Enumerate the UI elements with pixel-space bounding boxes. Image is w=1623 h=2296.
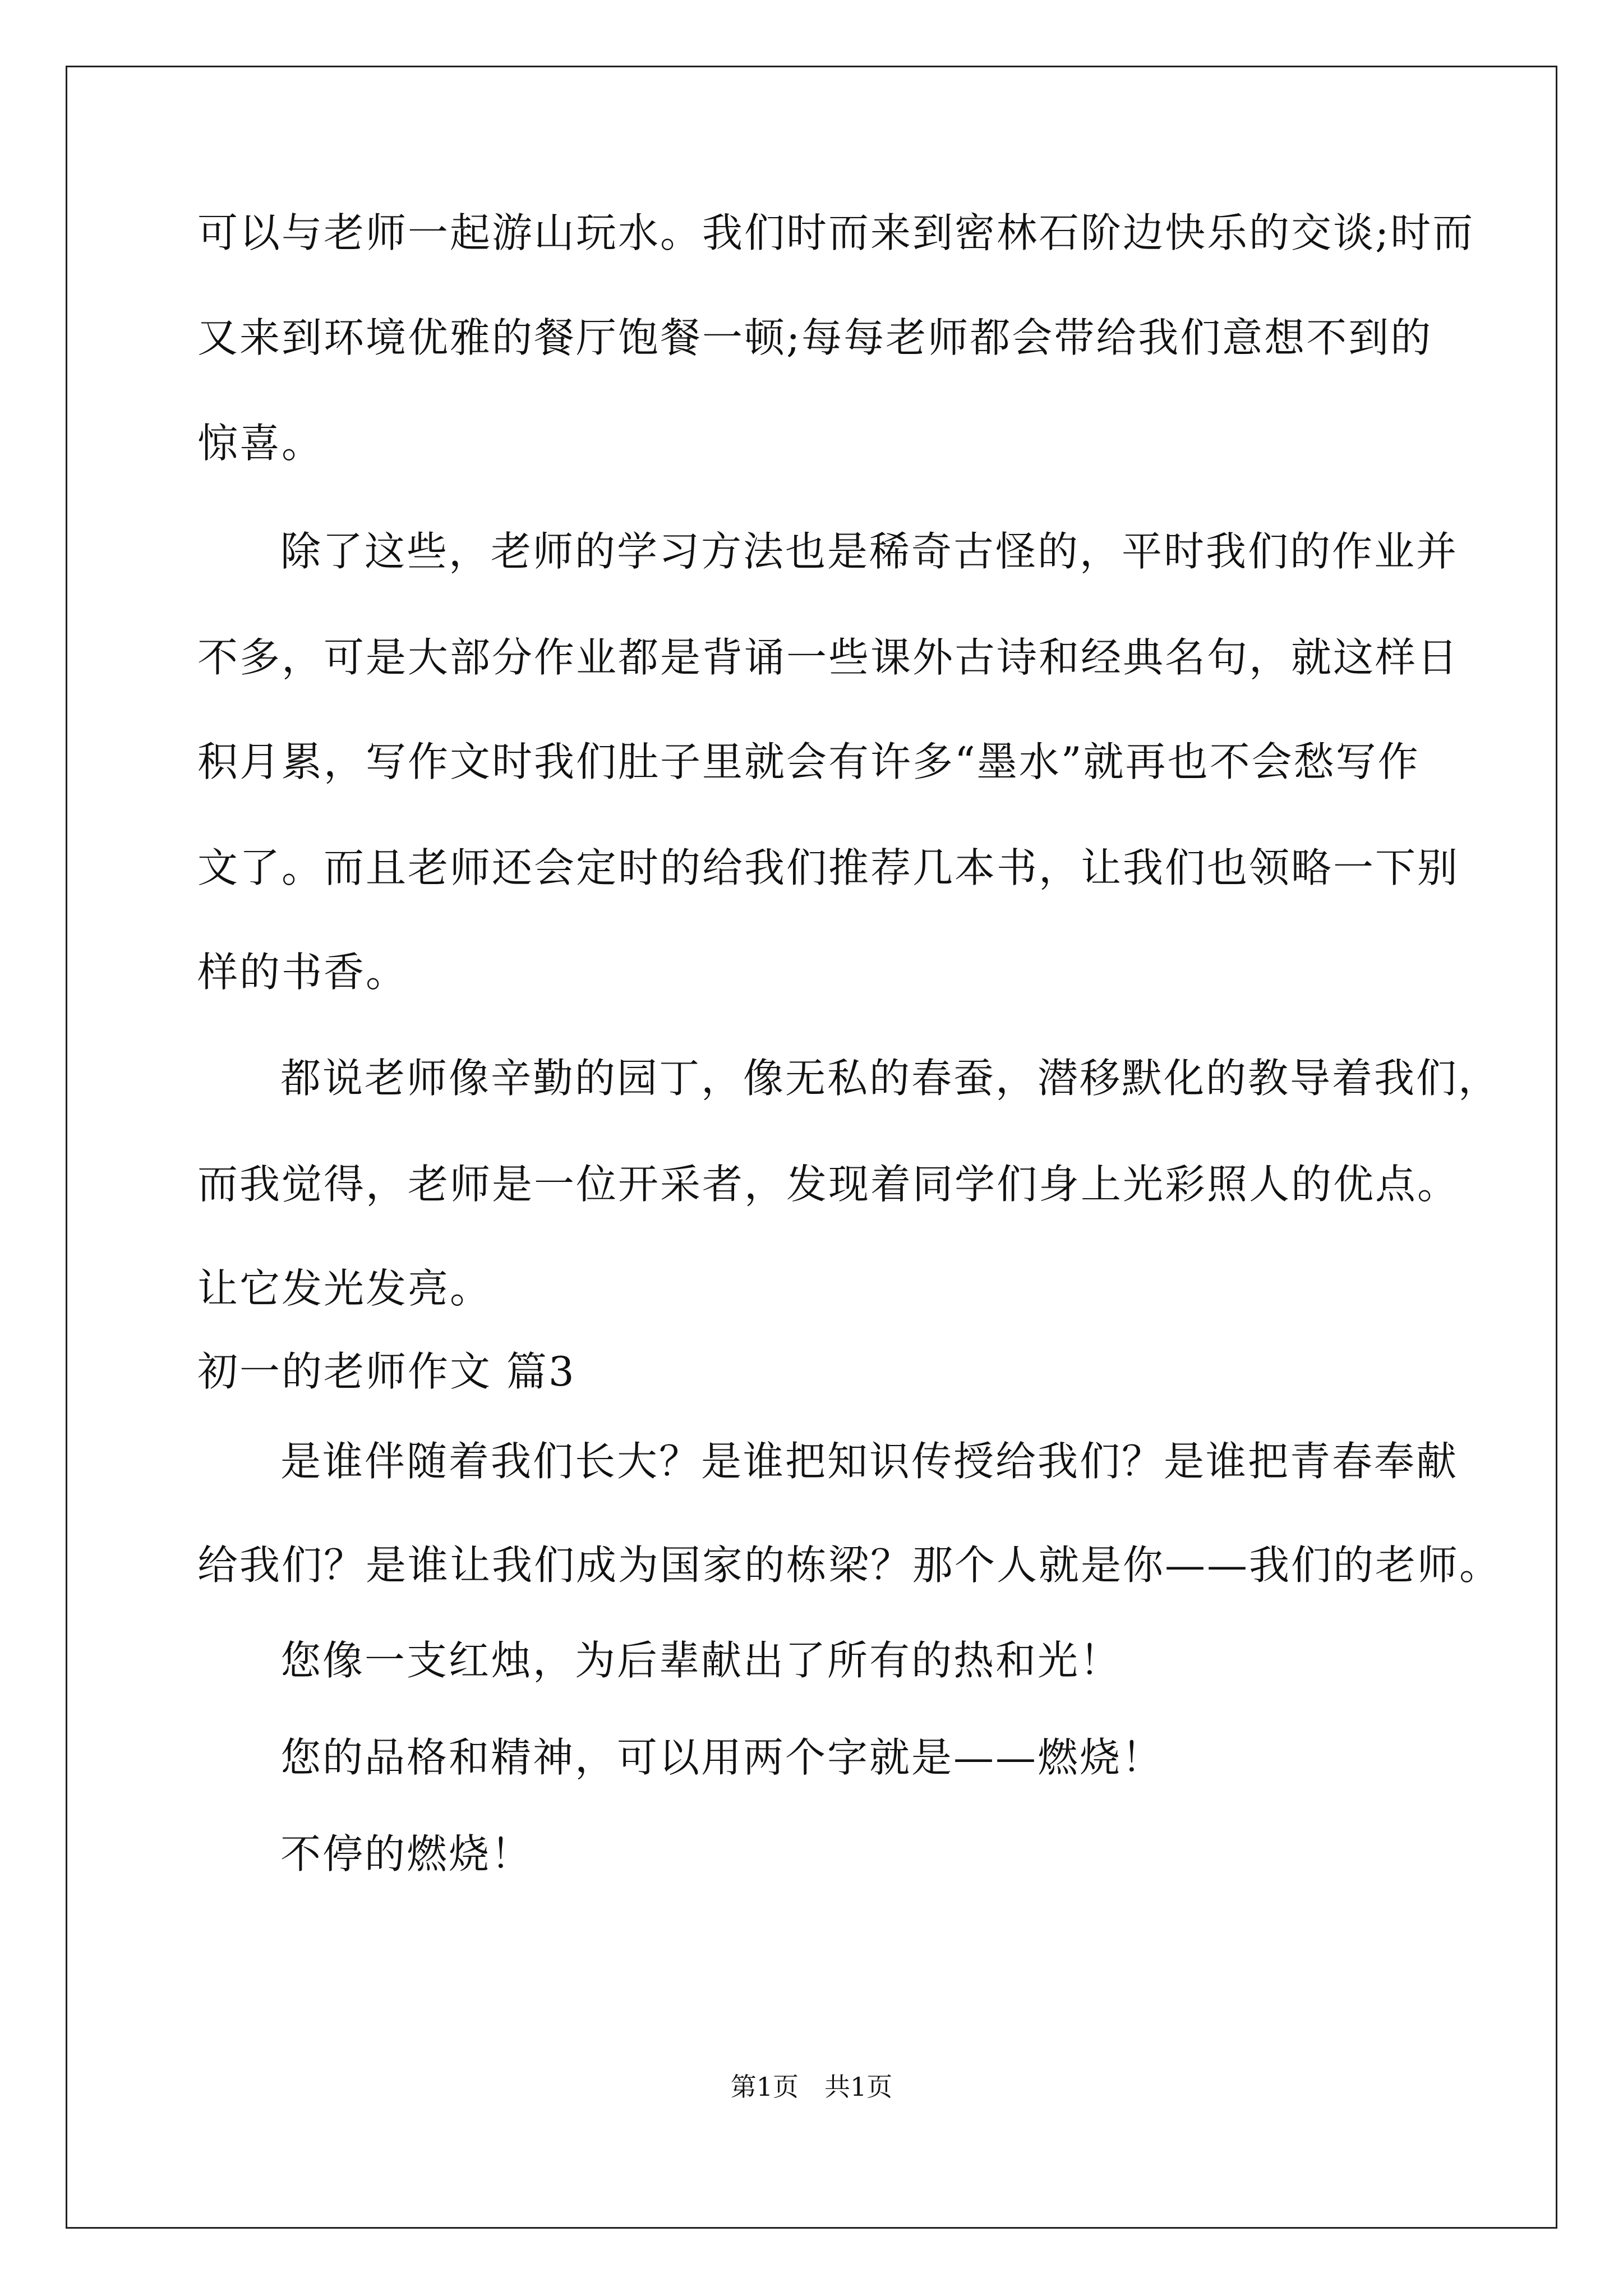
text-line: 样的书香。: [197, 949, 408, 996]
paragraph-start-line: 您的品格和精神，可以用两个字就是——燃烧！: [280, 1734, 1164, 1781]
paragraph-start-line: 不停的燃烧！: [280, 1830, 533, 1878]
text-line: 给我们？是谁让我们成为国家的栋梁？那个人就是你——我们的老师。: [197, 1542, 1502, 1589]
text-line: 积月累，写作文时我们肚子里就会有许多“墨水”就再也不会愁写作: [197, 738, 1420, 785]
page-border: [66, 66, 1557, 2229]
text-line: 可以与老师一起游山玩水。我们时而来到密林石阶边快乐的交谈;时而: [197, 209, 1475, 256]
text-line: 又来到环境优雅的餐厅饱餐一顿;每每老师都会带给我们意想不到的: [197, 314, 1433, 361]
text-line: 惊喜。: [197, 420, 324, 467]
text-line: 让它发光发亮。: [197, 1265, 492, 1312]
paragraph-start-line: 都说老师像辛勤的园丁，像无私的春蚕，潜移默化的教导着我们，: [280, 1055, 1501, 1102]
section-heading: 初一的老师作文 篇3: [197, 1348, 576, 1395]
paragraph-start-line: 是谁伴随着我们长大？是谁把知识传授给我们？是谁把青春奉献: [280, 1438, 1459, 1485]
text-line: 不多，可是大部分作业都是背诵一些课外古诗和经典名句，就这样日: [197, 634, 1460, 681]
text-line: 而我觉得，老师是一位开采者，发现着同学们身上光彩照人的优点。: [197, 1161, 1460, 1208]
page-number-footer: 第1页 共1页: [730, 2072, 893, 2102]
paragraph-start-line: 您像一支红烛，为后辈献出了所有的热和光！: [280, 1637, 1122, 1684]
text-line: 文了。而且老师还会定时的给我们推荐几本书，让我们也领略一下别: [197, 844, 1460, 891]
paragraph-start-line: 除了这些，老师的学习方法也是稀奇古怪的，平时我们的作业并: [280, 528, 1459, 575]
